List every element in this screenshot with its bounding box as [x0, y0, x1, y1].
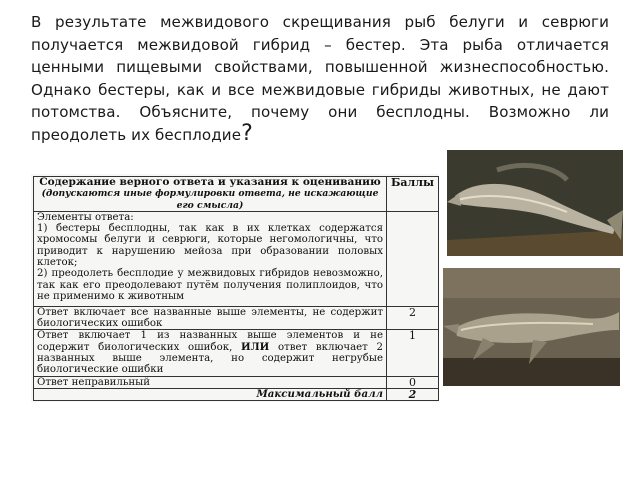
- score-1-text-a: Ответ включает 1 из названных выше элементов и не содержит биологических ошибок,: [37, 330, 383, 353]
- header-sub: (допускаются иные формулировки ответа, не искажающие его смысла): [41, 188, 379, 211]
- header-main: Содержание верного ответа и указания к оцениванию: [39, 176, 381, 188]
- header-points: Баллы: [387, 177, 439, 212]
- table-row-score-0: [34, 376, 439, 388]
- question-text: В результате межвидового скрещивания рыб белуги и севрюги получается межвидовой гибрид – бестер. Эта рыба отличается ценными пищевыми свойствами, повышенной жизнеспособностью. Однако бестеры, как и все межвидовые гибриды животных, не дают потомства. Объясните, почему они бесплодны. Возможно ли преодолеть их бесплодие: [31, 13, 609, 144]
- elements-points-cell: [387, 211, 439, 306]
- score-2-points: 2: [387, 306, 439, 330]
- score-0-text: Ответ неправильный: [34, 376, 387, 388]
- sturgeon-photo: [443, 268, 620, 386]
- question-mark: ?: [241, 120, 253, 146]
- sturgeon-hybrid-illustration: [447, 150, 623, 256]
- table-row-score-1: [34, 330, 439, 376]
- answer-criteria-table: [33, 176, 439, 401]
- max-label: Максимальный балл: [34, 388, 387, 400]
- table-row-max: [34, 388, 439, 400]
- score-1-or: ИЛИ: [241, 340, 270, 353]
- table-header-row: [34, 177, 439, 212]
- score-1-cell: [34, 330, 387, 376]
- table-row-score-2: [34, 306, 439, 330]
- sturgeon-hybrid-photo: [447, 150, 623, 256]
- element-2: 2) преодолеть бесплодие у межвидовых гибридов невозможно, так как его преодолевают путём получения полиплоидов, что не применимо к животным: [37, 268, 383, 302]
- header-content-cell: [34, 177, 387, 212]
- sturgeon-illustration: [443, 268, 620, 386]
- task-question: [31, 11, 609, 146]
- max-points: 2: [387, 388, 439, 400]
- score-2-text: Ответ включает все названные выше элементы, не содержит биологических ошибок: [34, 306, 387, 330]
- element-1: 1) бестеры бесплодны, так как в их клетках содержатся хромосомы белуги и севрюги, которые негомологичны, что приводит к нарушению мейоза при образовании половых клеток;: [37, 223, 383, 269]
- elements-cell: [34, 211, 387, 306]
- score-1-points: 1: [387, 330, 439, 376]
- score-0-points: 0: [387, 376, 439, 388]
- table-row-elements: [34, 211, 439, 306]
- score-1-text-b: ответ включает 2 названных выше элемента, но содержит негрубые биологические ошибки: [37, 341, 383, 376]
- elements-title: Элементы ответа:: [37, 211, 134, 223]
